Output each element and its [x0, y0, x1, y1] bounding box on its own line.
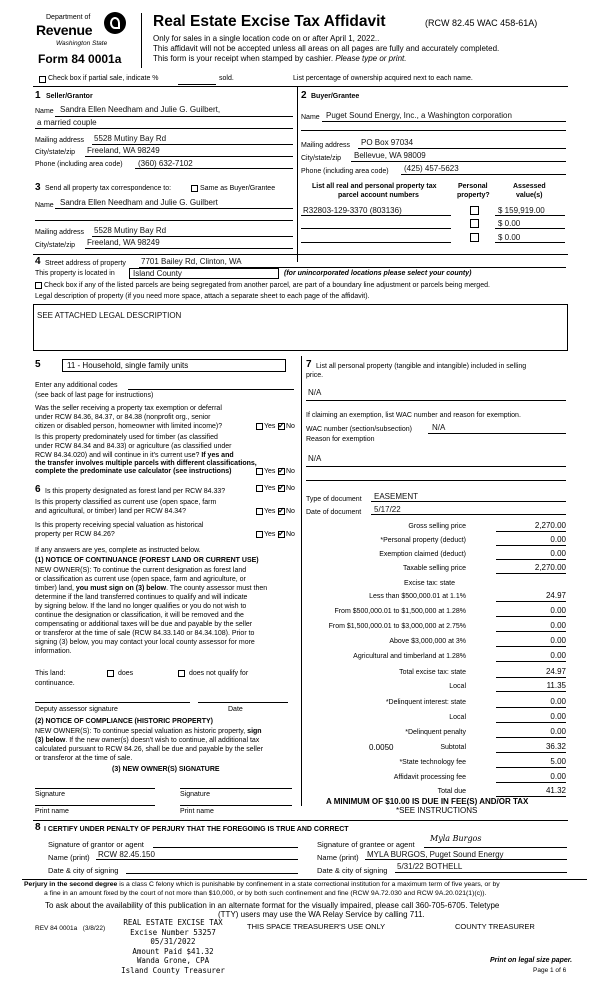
- legal-size-note: Print on legal size paper.: [490, 957, 573, 964]
- tax-row-value[interactable]: 0.00: [550, 697, 566, 706]
- current-use-yes-checkbox[interactable]: [256, 508, 263, 515]
- document-type-label: Type of document: [306, 496, 362, 503]
- continuance-heading: (1) NOTICE OF CONTINUANCE (FOREST LAND OR CURRENT USE): [35, 557, 259, 564]
- tax-row-label: Total excise tax: state: [399, 669, 466, 676]
- tax-row-label: Taxable selling price: [402, 565, 466, 572]
- owner-print-label-1: Print name: [35, 808, 69, 815]
- grantor-name[interactable]: RCW 82.45.150: [98, 850, 155, 859]
- treasurer-use-label: THIS SPACE TREASURER'S USE ONLY: [247, 922, 386, 931]
- same-as-buyer-label: Same as Buyer/Grantee: [200, 185, 276, 192]
- header-line-2: This affidavit will not be accepted unless all areas on all pages are fully and accurately completed.: [153, 44, 500, 53]
- exemption-reason-label: Reason for exemption: [306, 436, 375, 443]
- tax-row-value[interactable]: 0.00: [550, 727, 566, 736]
- tax-row-label: *Delinquent interest: state: [385, 699, 466, 706]
- deputy-date-label: Date: [228, 706, 243, 713]
- if-any-yes: If any answers are yes, complete as instructed below.: [35, 547, 201, 554]
- exemption-yes-checkbox[interactable]: [256, 423, 263, 430]
- continuance-text-10: information.: [35, 648, 72, 655]
- exemption-q-2: under RCW 84.36, 84.37, or 84.38 (nonprofit org., senior: [35, 414, 211, 421]
- land-use-code-select[interactable]: [62, 359, 286, 372]
- partial-sale-checkbox[interactable]: [39, 76, 46, 83]
- compliance-text-4: or transferor at the time of sale.: [35, 755, 133, 762]
- dept-label: Department of: [46, 14, 91, 21]
- revenue-logo-text: Revenue: [36, 22, 93, 38]
- owner-signature-heading: (3) NEW OWNER(S) SIGNATURE: [112, 766, 220, 773]
- located-label: This property is located in: [35, 270, 115, 277]
- section-3-number: 3: [35, 182, 41, 193]
- tax-row-value[interactable]: 41.32: [545, 786, 566, 795]
- buyer-city[interactable]: Bellevue, WA 98009: [354, 151, 426, 160]
- buyer-heading: Buyer/Grantee: [311, 93, 360, 100]
- deputy-signature-label: Deputy assessor signature: [35, 706, 118, 713]
- corr-city[interactable]: Freeland, WA 98249: [87, 238, 160, 247]
- segregated-label: Check box if any of the listed parcels are being segregated from another parcel, are part of a boundary line adjustment or parcels being merged.: [44, 282, 490, 289]
- alt-format-line-1: To ask about the availability of this publication in an alternate format for the visually impaired, please call 360-705-6705. Teletype: [45, 901, 500, 910]
- seller-mail-label: Mailing address: [35, 137, 85, 144]
- tax-row-value[interactable]: 36.32: [545, 742, 566, 751]
- exemption-no-checkbox[interactable]: [278, 423, 285, 430]
- seller-name-2[interactable]: a married couple: [37, 118, 97, 127]
- owner-signature-label-2: Signature: [180, 791, 210, 798]
- tax-row-label: *State technology fee: [399, 759, 466, 766]
- tax-row-label: Above $3,000,000 at 3%: [389, 638, 466, 645]
- tax-row-label: From $1,500,000.01 to $3,000,000 at 2.75%: [328, 623, 466, 630]
- grantee-date-label: Date & city of signing: [317, 866, 388, 875]
- tax-row-label: Subtotal: [440, 744, 466, 751]
- perjury-line-1: Perjury in the second degree is a class C felony which is punishable by confinement in a state correctional institution for a maximum term of five years, or by: [24, 881, 500, 888]
- tax-row-label: Affidavit processing fee: [393, 774, 466, 781]
- timber-q-5: complete the predominate use calculator (see instructions): [35, 468, 232, 475]
- unincorporated-note: (for unincorporated locations please select your county): [284, 270, 472, 277]
- tax-row-value[interactable]: 24.97: [545, 591, 566, 600]
- document-type[interactable]: EASEMENT: [374, 492, 419, 501]
- exemption-q-3: citizen or disabled person, homeowner with limited income)?: [35, 423, 223, 430]
- assessed-value-2[interactable]: $ 0.00: [498, 219, 521, 228]
- compliance-heading: (2) NOTICE OF COMPLIANCE (HISTORIC PROPERTY): [35, 718, 213, 725]
- revision-label: REV 84 0001a (3/8/22): [35, 925, 106, 932]
- section-8-number: 8: [35, 822, 41, 833]
- forest-no-checkbox[interactable]: [278, 485, 285, 492]
- see-instructions: *SEE INSTRUCTIONS: [396, 806, 478, 815]
- corr-name[interactable]: Sandra Ellen Needham and Julie G. Guilbert: [60, 198, 218, 207]
- segregated-checkbox[interactable]: [35, 282, 42, 289]
- land-use-code: 11 - Household, single family units: [67, 361, 189, 370]
- buyer-name[interactable]: Puget Sound Energy, Inc., a Washington corporation: [326, 111, 512, 120]
- buyer-mail-label: Mailing address: [301, 142, 351, 149]
- tax-row-value[interactable]: 0.00: [550, 606, 566, 615]
- tax-row-value[interactable]: 2,270.00: [534, 521, 566, 530]
- legal-description-label: Legal description of property (if you need more space, attach a separate sheet to each page of the affidavit).: [35, 293, 370, 300]
- treasurer-stamp: REAL ESTATE EXCISE TAX Excise Number 53257 05/31/2022 Amount Paid $41.32 Wanda Grone, CPA Island County Treasurer: [121, 918, 225, 975]
- continuance-text-3: timber) land, you must sign on (3) below. The county assessor must then: [35, 585, 268, 592]
- compliance-text-3: calculated pursuant to RCW 84.26, shall be due and payable by the seller: [35, 746, 264, 753]
- land-does-not-label: does not qualify for: [189, 670, 249, 677]
- document-date[interactable]: 5/17/22: [374, 505, 401, 514]
- same-as-buyer-checkbox[interactable]: [191, 185, 198, 192]
- corr-name-label: Name: [35, 202, 54, 209]
- seller-heading: Seller/Grantor: [46, 93, 93, 100]
- buyer-phone[interactable]: (425) 457-5623: [404, 164, 459, 173]
- forest-q: Is this property designated as forest land per RCW 84.33?: [45, 488, 226, 495]
- land-does-not-checkbox[interactable]: [178, 670, 185, 677]
- buyer-mail[interactable]: PO Box 97034: [361, 138, 414, 147]
- continuance-text-1: NEW OWNER(S): To continue the current designation as forest land: [35, 567, 247, 574]
- grantor-name-label: Name (print): [48, 853, 90, 862]
- additional-codes-hint: (see back of last page for instructions): [35, 392, 154, 399]
- grantee-name-label: Name (print): [317, 853, 359, 862]
- document-date-label: Date of document: [306, 509, 362, 516]
- county-treasurer-label: COUNTY TREASURER: [455, 922, 535, 931]
- tax-row-value[interactable]: 0.00: [550, 651, 566, 660]
- timber-q-4: the transfer involves multiple parcels with different classifications,: [35, 460, 257, 467]
- tax-row-value[interactable]: 0.00: [550, 621, 566, 630]
- buyer-phone-label: Phone (including area code): [301, 168, 389, 175]
- corr-mail[interactable]: 5528 Mutiny Bay Rd: [94, 226, 167, 235]
- county-select[interactable]: [129, 268, 279, 279]
- personal-property-checkbox-1[interactable]: [470, 206, 479, 215]
- seller-mail[interactable]: 5528 Mutiny Bay Rd: [94, 134, 167, 143]
- grantee-signature[interactable]: Myla Burgos: [430, 834, 482, 843]
- land-does-checkbox[interactable]: [107, 670, 114, 677]
- certification-statement: I CERTIFY UNDER PENALTY OF PERJURY THAT THE FOREGOING IS TRUE AND CORRECT: [44, 826, 349, 833]
- tax-row-value[interactable]: 5.00: [550, 757, 566, 766]
- header-line-1: Only for sales in a single location code on or after April 1, 2022..: [153, 34, 380, 43]
- section-5-number: 5: [35, 359, 41, 370]
- seller-name-label: Name: [35, 108, 54, 115]
- grantor-signature-label: Signature of grantor or agent: [48, 840, 144, 849]
- tax-row-value[interactable]: 0.00: [550, 712, 566, 721]
- minimum-due-note: A MINIMUM OF $10.00 IS DUE IN FEE(S) AND/OR TAX: [326, 797, 529, 806]
- street-label: Street address of property: [45, 260, 126, 267]
- personal-property-label: List all personal property (tangible and intangible) included in selling: [316, 363, 527, 370]
- buyer-name-label: Name: [301, 114, 320, 121]
- tax-row-label: Agricultural and timberland at 1.28%: [353, 653, 466, 660]
- grantee-date[interactable]: 5/31/22 BOTHELL: [397, 862, 463, 871]
- page-number: Page 1 of 6: [533, 967, 567, 974]
- tax-row-value[interactable]: 0.00: [550, 636, 566, 645]
- forest-yes-checkbox[interactable]: [256, 485, 263, 492]
- section-4-number: 4: [35, 256, 41, 267]
- historic-yes-checkbox[interactable]: [256, 531, 263, 538]
- continuance-label: continuance.: [35, 680, 75, 687]
- header-line-3: This form is your receipt when stamped by cashier. Please type or print.: [153, 54, 407, 63]
- continuance-text-7: compensating or additional taxes will be due and payable by the seller: [35, 621, 253, 628]
- timber-yes-checkbox[interactable]: [256, 468, 263, 475]
- personal-property-checkbox-3[interactable]: [470, 233, 479, 242]
- alt-format-line-2: (TTY) users may use the WA Relay Service by calling 711.: [218, 910, 425, 919]
- personal-property-checkbox-2[interactable]: [470, 219, 479, 228]
- timber-no-checkbox[interactable]: [278, 468, 285, 475]
- section-6-number: 6: [35, 484, 41, 495]
- tax-row-value[interactable]: 0.00: [550, 772, 566, 781]
- ownership-note: List percentage of ownership acquired next to each name.: [293, 75, 473, 82]
- personal-heading: Personal: [458, 183, 488, 190]
- seller-city[interactable]: Freeland, WA 98249: [87, 146, 160, 155]
- compliance-text-2: (3) below. If the new owner(s) doesn't wish to continue, all additional tax: [35, 737, 260, 744]
- personal-property-label-2: price.: [306, 372, 324, 379]
- continuance-text-9: signing (3) below, you may contact your local county assessor for more: [35, 639, 255, 646]
- owner-print-label-2: Print name: [180, 808, 214, 815]
- seller-phone-label: Phone (including area code): [35, 161, 123, 168]
- personal-property-value[interactable]: N/A: [308, 388, 322, 397]
- grantee-signature-label: Signature of grantee or agent: [317, 840, 415, 849]
- state-label: Washington State: [56, 40, 108, 47]
- assessed-value-1[interactable]: $ 159,919.00: [498, 206, 545, 215]
- parcel-heading-2: parcel account numbers: [338, 192, 419, 199]
- street-address[interactable]: 7701 Bailey Rd, Clinton, WA: [141, 257, 242, 266]
- county-value: Island County: [133, 269, 182, 278]
- dor-logo-icon: [104, 12, 126, 34]
- section-7-number: 7: [306, 359, 312, 370]
- parcel-heading: List all real and personal property tax: [312, 183, 437, 190]
- personal-heading-2: property?: [457, 192, 490, 199]
- current-use-q-2: and agricultural, or timber) land per RCW 84.34?: [35, 508, 186, 515]
- assessed-value-3[interactable]: $ 0.00: [498, 233, 521, 242]
- current-use-no-checkbox[interactable]: [278, 508, 285, 515]
- tax-row-label: *Personal property (deduct): [380, 537, 466, 544]
- tax-row-label: Local: [449, 714, 466, 721]
- corr-city-label: City/state/zip: [35, 242, 76, 249]
- rcw-reference: (RCW 82.45 WAC 458-61A): [425, 18, 538, 28]
- legal-description-box[interactable]: [33, 304, 568, 351]
- tax-row-label: Exemption claimed (deduct): [379, 551, 466, 558]
- tax-row-label: *Delinquent penalty: [405, 729, 466, 736]
- seller-name-1[interactable]: Sandra Ellen Needham and Julie G. Guilbert,: [60, 105, 221, 114]
- continuance-text-2: or classification as current use (open space, farm and agriculture, or: [35, 576, 246, 583]
- tax-row-label: From $500,000.01 to $1,500,000 at 1.28%: [334, 608, 466, 615]
- this-land-label: This land:: [35, 670, 66, 677]
- tax-row-label: Local: [449, 683, 466, 690]
- assessed-heading-2: value(s): [516, 192, 543, 199]
- current-use-q-1: Is this property classified as current use (open space, farm: [35, 499, 217, 506]
- partial-sale-label: Check box if partial sale, indicate %: [48, 75, 159, 82]
- correspondence-label: Send all property tax correspondence to:: [45, 185, 172, 192]
- tax-row-value[interactable]: 11.35: [546, 681, 566, 690]
- tax-row-label: Excise tax: state: [404, 580, 455, 587]
- seller-city-label: City/state/zip: [35, 149, 76, 156]
- tax-row-value[interactable]: 2,270.00: [534, 563, 566, 572]
- seller-phone[interactable]: (360) 632-7102: [138, 159, 193, 168]
- perjury-line-2: a fine in an amount fixed by the court of not more than $10,000, or by both such confinement and fine (RCW 9A.72.030 and RCW 9A.20.021(1)(c)).: [44, 890, 487, 897]
- additional-codes-label: Enter any additional codes: [35, 382, 118, 389]
- timber-q-2: under RCW 84.34 and 84.33) or agriculture (as classified under: [35, 443, 232, 450]
- tax-row-label: Total due: [437, 788, 466, 795]
- continuance-text-6: continue the designation or classification, it will be removed and the: [35, 612, 244, 619]
- tax-row-value[interactable]: 24.97: [545, 667, 566, 676]
- corr-mail-label: Mailing address: [35, 229, 85, 236]
- wac-number[interactable]: N/A: [432, 423, 446, 432]
- historic-q-1: Is this property receiving special valuation as historical: [35, 522, 204, 529]
- form-title: Real Estate Excise Tax Affidavit: [153, 13, 386, 30]
- buyer-city-label: City/state/zip: [301, 155, 342, 162]
- legal-description: SEE ATTACHED LEGAL DESCRIPTION: [37, 311, 182, 320]
- exemption-q-1: Was the seller receiving a property tax exemption or deferral: [35, 405, 222, 412]
- owner-signature-label-1: Signature: [35, 791, 65, 798]
- timber-q-3: RCW 84.34.020) and will continue in it's current use? If yes and: [35, 452, 234, 459]
- section-1-number: 1: [35, 90, 41, 101]
- form-number: Form 84 0001a: [38, 52, 122, 66]
- timber-q-1: Is this property predominately used for timber (as classified: [35, 434, 218, 441]
- wac-number-label: WAC number (section/subsection): [306, 426, 412, 433]
- section-2-number: 2: [301, 90, 307, 101]
- tax-row-value[interactable]: 0.00: [550, 535, 566, 544]
- continuance-text-4: determine if the land transferred continues to qualify and will indicate: [35, 594, 248, 601]
- land-does-label: does: [118, 670, 134, 677]
- tax-row-label: Gross selling price: [408, 523, 466, 530]
- exemption-wac-label: If claiming an exemption, list WAC number and reason for exemption.: [306, 412, 521, 419]
- tax-row-label: Less than $500,000.01 at 1.1%: [369, 593, 466, 600]
- continuance-text-5: by signing below. If the land no longer qualifies or you do not wish to: [35, 603, 247, 610]
- grantor-date-label: Date & city of signing: [48, 866, 119, 875]
- assessed-heading: Assessed: [513, 183, 546, 190]
- partial-sale-sold: sold.: [219, 75, 234, 82]
- compliance-text-1: NEW OWNER(S): To continue special valuation as historic property, sign: [35, 728, 262, 735]
- exemption-reason[interactable]: N/A: [308, 454, 322, 463]
- historic-q-2: property per RCW 84.26?: [35, 531, 115, 538]
- parcel-account-1[interactable]: R32803-129-3370 (803136): [303, 206, 402, 215]
- local-rate: 0.0050: [369, 743, 394, 752]
- continuance-text-8: or transferor at the time of sale (RCW 84.33.140 or 84.34.108). Prior to: [35, 630, 255, 637]
- grantee-name[interactable]: MYLA BURGOS, Puget Sound Energy: [367, 850, 504, 859]
- tax-row-value[interactable]: 0.00: [550, 549, 566, 558]
